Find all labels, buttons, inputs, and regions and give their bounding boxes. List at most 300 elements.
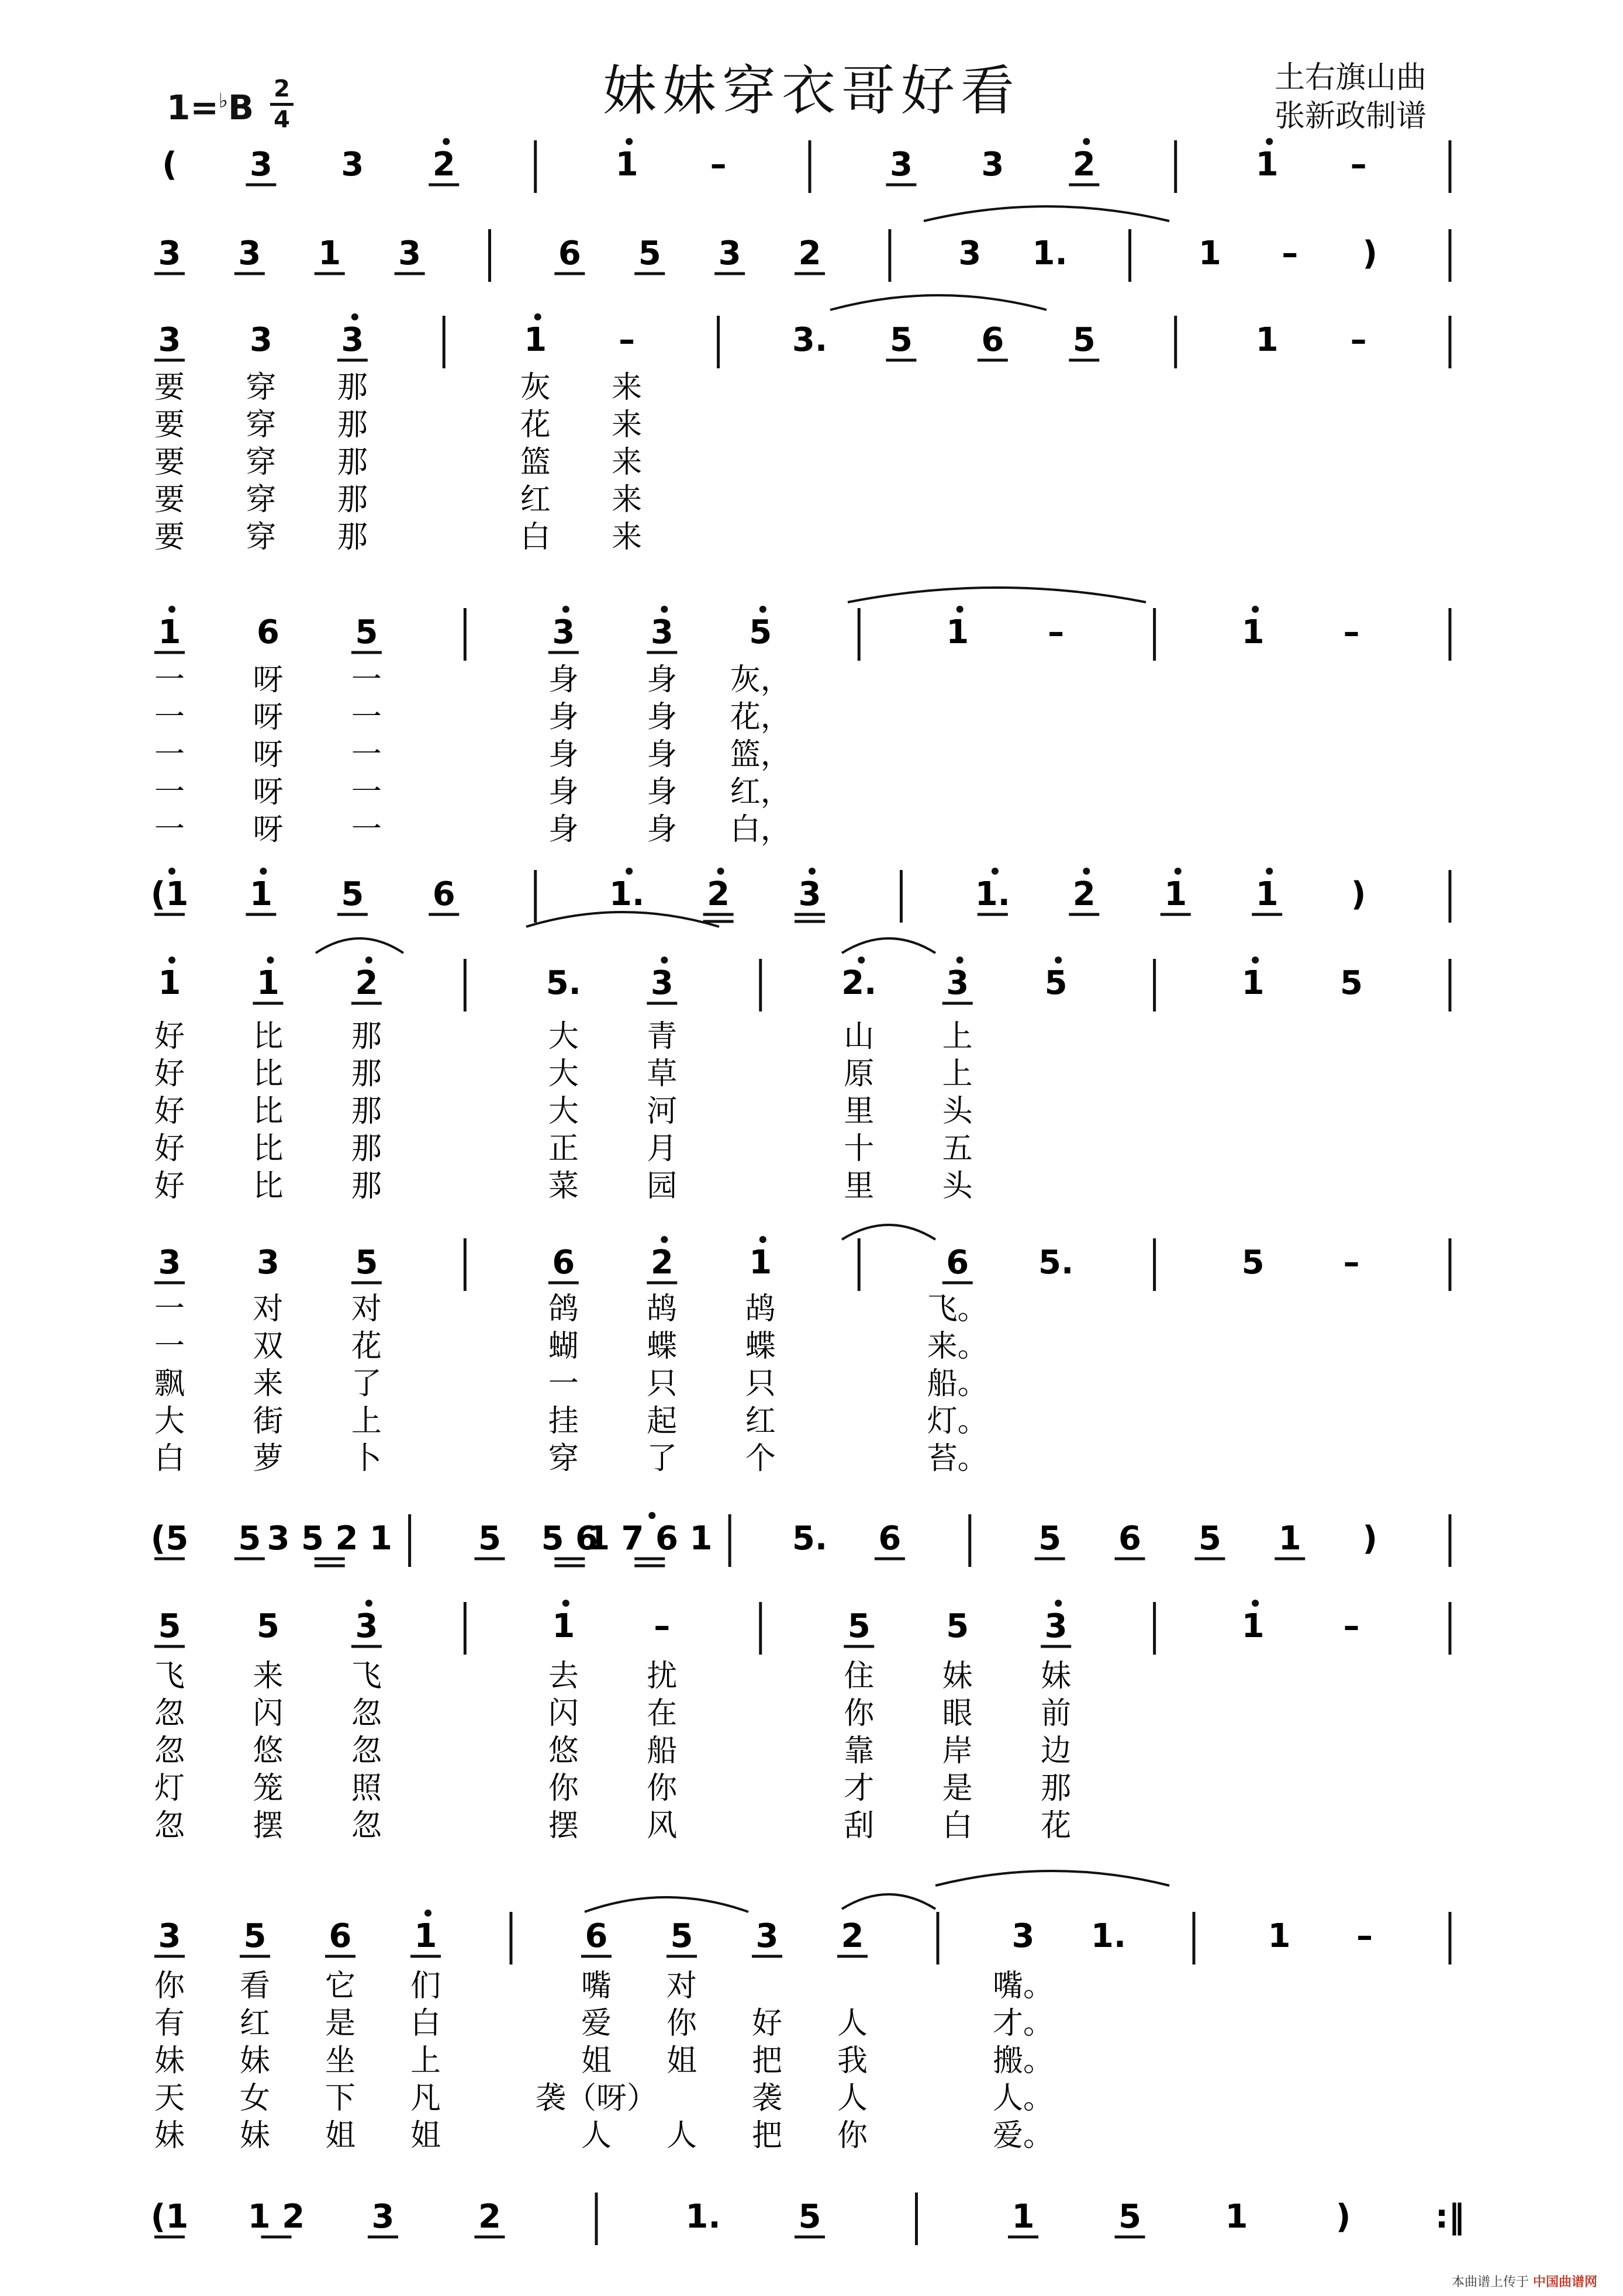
note: 5	[1198, 1520, 1221, 1558]
note: 1	[414, 1917, 437, 1955]
note: 3	[718, 234, 741, 272]
note: 1 7 6 1	[587, 1520, 713, 1558]
lyric-char: 身	[647, 812, 678, 847]
lyric-char: 花，	[730, 700, 791, 735]
lyric-char: 红	[520, 482, 551, 517]
note: 3	[238, 234, 261, 272]
lyric-char: 上	[351, 1404, 382, 1439]
note: 5	[243, 1917, 267, 1955]
lyric-char: 船。	[927, 1366, 988, 1401]
lyric-char: 飞	[351, 1659, 382, 1694]
octave-dot	[168, 957, 175, 964]
key-note: B	[228, 88, 254, 127]
note: 3	[158, 1244, 181, 1282]
lyric-char: 凡	[410, 2081, 441, 2116]
lyric-char: 一	[351, 775, 382, 810]
note: 5.	[792, 1520, 828, 1558]
lyric-char: 那	[337, 408, 368, 443]
lyric-char: 苔。	[927, 1441, 988, 1476]
lyric-char: 菜	[548, 1169, 579, 1204]
note: 6	[1118, 1520, 1141, 1558]
footer-brand: 中国曲谱网	[1532, 2275, 1597, 2290]
lyric-char: 人。	[992, 2081, 1054, 2116]
note: 1 2	[247, 2198, 305, 2236]
lyric-char: 妹	[1041, 1659, 1072, 1694]
lyric-char: 悠	[253, 1734, 284, 1769]
octave-dot	[365, 1600, 372, 1607]
lyric-char: 你	[666, 2006, 697, 2041]
octave-dot	[858, 957, 865, 964]
note: 3	[1011, 1917, 1035, 1955]
lyric-char: 红	[745, 1404, 776, 1439]
note: 3	[256, 1244, 279, 1282]
octave-dot	[661, 1236, 668, 1243]
lyric-char: 卜	[351, 1441, 382, 1476]
lyric-char: 白	[410, 2006, 441, 2041]
lyric-char: 你	[647, 1771, 678, 1806]
lyric-char: 好	[154, 1056, 185, 1092]
lyric-char: 姐	[666, 2043, 697, 2079]
lyric-char: 上	[410, 2043, 441, 2079]
lyric-char: 街	[253, 1404, 284, 1439]
lyric-char: 人	[666, 2118, 697, 2153]
lyric-char: 呀	[253, 775, 284, 810]
note: 2	[432, 146, 455, 184]
lyric-char: 花	[520, 408, 551, 443]
lyric-char: 悠	[548, 1734, 579, 1769]
lyric-char: 头	[942, 1169, 973, 1204]
lyric-char: 岸	[942, 1734, 973, 1769]
note: 1.	[1032, 234, 1068, 272]
lyric-char: 鸽	[548, 1292, 579, 1327]
lyric-char: 里	[844, 1094, 875, 1129]
note: 5.	[545, 964, 581, 1002]
lyric-char: 女	[239, 2081, 271, 2116]
lyric-char: 在	[647, 1696, 678, 1731]
note: 1	[1255, 146, 1279, 184]
lyric-char: 飘	[154, 1366, 185, 1401]
note: 5	[847, 1607, 871, 1645]
note: 5	[798, 2198, 821, 2236]
note: 3	[981, 146, 1004, 184]
lyric-char: 它	[324, 1969, 356, 2004]
note: )	[1335, 2198, 1351, 2236]
note: 1	[524, 321, 547, 359]
lyric-char: 那	[337, 370, 368, 405]
note: 3	[1044, 1607, 1068, 1645]
note: 3	[650, 964, 674, 1002]
lyric-char: 里	[844, 1169, 875, 1204]
note: 1.	[609, 875, 645, 913]
note: 5	[1340, 964, 1363, 1002]
lyric-char: 灯。	[927, 1404, 988, 1439]
note: 3	[946, 964, 969, 1002]
lyric-char: 白	[942, 1808, 973, 1843]
note: 2	[478, 2198, 501, 2236]
note: 3	[371, 2198, 395, 2236]
octave-dot	[661, 957, 668, 964]
lyric-char: 呀	[253, 812, 284, 847]
octave-dot	[351, 313, 358, 320]
lyric-char: 们	[410, 1969, 441, 2004]
octave-dot	[1252, 957, 1259, 964]
note: 5	[889, 321, 913, 359]
lyric-char: 刮	[844, 1808, 875, 1843]
lyric-char: 了	[647, 1441, 678, 1476]
slur	[585, 1897, 748, 1912]
slur	[526, 912, 719, 927]
lyric-char: 花	[351, 1329, 382, 1364]
octave-dot	[759, 1236, 766, 1243]
lyric-char: 红	[239, 2006, 271, 2041]
footer-credit	[1452, 2272, 1597, 2290]
lyric-char: 闪	[253, 1696, 284, 1731]
lyric-char: 来。	[927, 1329, 988, 1364]
lyric-char: 挂	[548, 1404, 579, 1439]
note: 5	[1038, 1520, 1062, 1558]
lyric-char: 闪	[548, 1696, 579, 1731]
octave-dot	[1083, 138, 1090, 145]
lyric-char: 妹	[942, 1659, 973, 1694]
note: –	[1356, 1917, 1373, 1955]
note: 3	[355, 1607, 378, 1645]
note: 1	[318, 234, 341, 272]
lyric-char: 五	[942, 1131, 973, 1166]
lyric-char: 身	[647, 700, 678, 735]
lyric-char: 大	[548, 1056, 579, 1092]
lyric-char: 对	[253, 1292, 284, 1327]
lyric-char: 蝴	[548, 1329, 579, 1364]
note: 5	[256, 1607, 279, 1645]
note: 3.	[792, 321, 828, 359]
lyric-char: 摆	[253, 1808, 284, 1843]
lyric-char: 来	[612, 370, 643, 405]
key-flat: ♭	[218, 89, 229, 113]
lyric-char: 飞。	[927, 1292, 988, 1327]
lyric-char: 你	[837, 2118, 868, 2153]
octave-dot	[1055, 957, 1062, 964]
lyric-char: 山	[844, 1019, 875, 1054]
lyric-char: 比	[253, 1019, 284, 1054]
note: 6	[946, 1244, 969, 1282]
note: 3	[158, 1917, 181, 1955]
octave-dot	[759, 606, 766, 613]
lyric-char: 十	[844, 1131, 875, 1166]
note: 3	[249, 146, 272, 184]
note: 1	[158, 613, 181, 651]
lyric-char: 才	[844, 1771, 875, 1806]
lyric-char: 园	[647, 1169, 678, 1204]
octave-dot	[562, 606, 569, 613]
note: 5	[946, 1607, 969, 1645]
lyric-char: 是	[324, 2006, 356, 2041]
note: 1	[1241, 1607, 1265, 1645]
slur	[842, 1894, 935, 1909]
note: –	[1343, 613, 1360, 651]
lyric-char: 飞	[154, 1659, 185, 1694]
octave-dot	[168, 868, 175, 875]
lyric-char: 草	[647, 1056, 678, 1092]
note: 6	[256, 613, 279, 651]
lyric-char: 要	[154, 408, 185, 443]
octave-dot	[1252, 606, 1259, 613]
lyric-char: 妹	[154, 2118, 185, 2153]
note: 6	[329, 1917, 352, 1955]
note: 3	[398, 234, 422, 272]
note: 3	[958, 234, 982, 272]
note: 3	[341, 321, 364, 359]
lyric-char: 一	[154, 775, 185, 810]
note: 1	[249, 875, 272, 913]
lyric-char: 来	[612, 482, 643, 517]
lyric-char: 红，	[730, 775, 791, 810]
note: 1	[1255, 875, 1279, 913]
note: 1	[946, 613, 969, 651]
note: 3	[158, 321, 181, 359]
note: )	[1362, 1520, 1377, 1558]
note: 3	[158, 234, 181, 272]
song-title: 妹妹穿衣哥好看	[602, 60, 1020, 122]
lyric-char: 来	[612, 445, 643, 480]
key-prefix: 1=	[167, 88, 219, 127]
lyric-char: 一	[351, 812, 382, 847]
lyric-char: 月	[647, 1131, 678, 1166]
octave-dot	[260, 868, 267, 875]
note: –	[654, 1607, 671, 1645]
lyric-char: 袭	[751, 2081, 783, 2116]
lyric-char: 那	[351, 1094, 382, 1129]
note: 1	[1268, 1917, 1291, 1955]
note: 1.	[1090, 1917, 1127, 1955]
note: 2	[355, 964, 378, 1002]
note: –	[1350, 146, 1367, 184]
lyric-char: 袭（呀）	[535, 2081, 658, 2116]
lyric-char: 身	[548, 662, 579, 698]
lyric-char: 忽	[351, 1808, 382, 1843]
lyric-char: 你	[548, 1771, 579, 1806]
note: 5	[355, 1244, 378, 1282]
note: 3	[798, 875, 821, 913]
octave-dot	[956, 957, 964, 964]
slur	[848, 588, 1146, 602]
note: 1	[1011, 2198, 1035, 2236]
note: –	[1343, 1607, 1360, 1645]
note: 3	[755, 1917, 779, 1955]
note: 1.	[685, 2198, 721, 2236]
lyric-char: 头	[942, 1094, 973, 1129]
note: 2	[707, 875, 730, 913]
note: 1.	[975, 875, 1010, 913]
lyric-char: 穿	[246, 445, 277, 480]
lyric-char: 原	[844, 1056, 875, 1092]
lyric-char: 你	[154, 1969, 185, 2004]
lyric-char: 那	[351, 1131, 382, 1166]
note: 5	[670, 1917, 693, 1955]
note: 6	[552, 1244, 575, 1282]
lyric-char: 笼	[253, 1771, 284, 1806]
lyric-char: 看	[239, 1969, 271, 2004]
octave-dot	[1083, 868, 1090, 875]
note: 5	[749, 613, 772, 651]
lyric-char: 扰	[647, 1659, 678, 1694]
lyric-char: 花	[1041, 1808, 1072, 1843]
lyric-char: 鸪	[647, 1292, 678, 1327]
lyric-char: 要	[154, 482, 185, 517]
note: :‖	[1435, 2198, 1465, 2236]
lyric-char: 一	[351, 737, 382, 772]
lyric-char: 个	[745, 1441, 776, 1476]
lyric-char: 一	[154, 1292, 185, 1327]
note: 3	[552, 613, 575, 651]
slur	[935, 1871, 1169, 1886]
note: 1	[1255, 321, 1279, 359]
lyric-char: 只	[745, 1366, 776, 1401]
octave-dot	[626, 868, 633, 875]
lyric-char: 身	[548, 812, 579, 847]
lyric-char: 一	[351, 700, 382, 735]
note: 3	[889, 146, 913, 184]
lyric-char: 河	[647, 1094, 678, 1129]
lyric-char: 对	[666, 1969, 697, 2004]
lyric-char: 一	[548, 1366, 579, 1401]
lyric-char: 有	[154, 2006, 185, 2041]
lyric-char: 篮	[520, 445, 551, 480]
note: (5	[150, 1520, 189, 1558]
note: –	[1048, 613, 1065, 651]
lyric-char: 照	[351, 1771, 382, 1806]
lyric-char: 一	[351, 662, 382, 698]
lyric-char: 灰	[520, 370, 551, 405]
lyric-char: 比	[253, 1169, 284, 1204]
lyric-char: 忽	[154, 1734, 185, 1769]
lyric-char: 一	[154, 812, 185, 847]
lyric-char: 对	[351, 1292, 382, 1327]
note: –	[710, 146, 727, 184]
lyric-char: 来	[253, 1659, 284, 1694]
lyric-char: 那	[351, 1169, 382, 1204]
lyric-char: 人	[837, 2081, 868, 2116]
note: 5	[341, 875, 364, 913]
note: (1	[150, 875, 189, 913]
lyric-char: 住	[844, 1659, 875, 1694]
octave-dot	[809, 868, 816, 875]
lyric-char: 边	[1041, 1734, 1072, 1769]
octave-dot	[1266, 138, 1273, 145]
lyric-char: 身	[548, 700, 579, 735]
lyric-char: 篮，	[730, 737, 791, 772]
lyric-char: 姐	[410, 2118, 441, 2153]
slur	[842, 1225, 935, 1240]
slur	[316, 938, 403, 953]
note: 2	[1072, 146, 1096, 184]
note: 1	[1241, 964, 1265, 1002]
note: 5	[478, 1520, 501, 1558]
lyric-char: 靠	[844, 1734, 875, 1769]
note: 6	[585, 1917, 608, 1955]
octave-dot	[661, 606, 668, 613]
note: 1	[749, 1244, 772, 1282]
note: 1	[1198, 234, 1221, 272]
lyric-char: 身	[548, 775, 579, 810]
octave-dot	[365, 957, 372, 964]
lyric-char: 忽	[154, 1808, 185, 1843]
note: 5	[1241, 1244, 1265, 1282]
octave-dot	[992, 868, 999, 875]
octave-dot	[717, 868, 724, 875]
lyric-char: 蝶	[647, 1329, 678, 1364]
lyric-char: 穿	[246, 408, 277, 443]
lyric-char: 白	[520, 520, 551, 555]
octave-dot	[648, 1512, 655, 1519]
note: 2.	[841, 964, 877, 1002]
lyric-char: 一	[154, 662, 185, 698]
note: 1	[1241, 613, 1265, 651]
note: 2	[841, 1917, 864, 1955]
lyric-char: 来	[253, 1366, 284, 1401]
lyric-char: 一	[154, 700, 185, 735]
lyric-char: 来	[612, 408, 643, 443]
lyric-char: 蝶	[745, 1329, 776, 1364]
octave-dot	[534, 313, 541, 320]
lyric-char: 灯	[154, 1771, 185, 1806]
note: 5	[238, 1520, 261, 1558]
lyric-char: 那	[337, 445, 368, 480]
lyric-char: 忽	[351, 1734, 382, 1769]
note: 1	[1164, 875, 1187, 913]
lyric-char: 一	[154, 1329, 185, 1364]
lyric-char: 嘴	[581, 1969, 612, 2004]
lyric-char: 呀	[253, 662, 284, 698]
note: 3 5 2 1	[267, 1520, 392, 1558]
lyric-char: 嘴。	[992, 1969, 1054, 2004]
lyric-char: 穿	[246, 370, 277, 405]
lyric-char: 那	[337, 520, 368, 555]
note: 6	[558, 234, 581, 272]
lyric-char: 天	[154, 2081, 185, 2116]
note: 1	[552, 1607, 575, 1645]
slur	[924, 206, 1169, 221]
lyric-char: 了	[351, 1366, 382, 1401]
note: 1	[256, 964, 279, 1002]
lyric-char: 白	[154, 1441, 185, 1476]
note: 1	[1278, 1520, 1301, 1558]
lyric-char: 身	[647, 662, 678, 698]
note: 5	[158, 1607, 181, 1645]
lyric-char: 人	[581, 2118, 612, 2153]
octave-dot	[1266, 868, 1273, 875]
lyric-char: 比	[253, 1094, 284, 1129]
lyric-char: 身	[548, 737, 579, 772]
lyric-char: 白，	[730, 812, 791, 847]
note: 5	[1118, 2198, 1141, 2236]
lyric-char: 上	[942, 1056, 973, 1092]
lyric-char: 穿	[246, 520, 277, 555]
lyric-char: 好	[154, 1169, 185, 1204]
lyric-char: 呀	[253, 737, 284, 772]
note: 1	[1225, 2198, 1248, 2236]
lyric-char: 姐	[581, 2043, 612, 2079]
lyric-char: 那	[337, 482, 368, 517]
lyric-char: 摆	[548, 1808, 579, 1843]
octave-dot	[424, 1910, 431, 1917]
lyric-char: 大	[548, 1019, 579, 1054]
lyric-char: 穿	[246, 482, 277, 517]
lyric-char: 你	[844, 1696, 875, 1731]
note: 6	[981, 321, 1004, 359]
lyric-char: 那	[1041, 1771, 1072, 1806]
lyric-char: 那	[351, 1019, 382, 1054]
lyric-char: 灰，	[730, 662, 791, 698]
